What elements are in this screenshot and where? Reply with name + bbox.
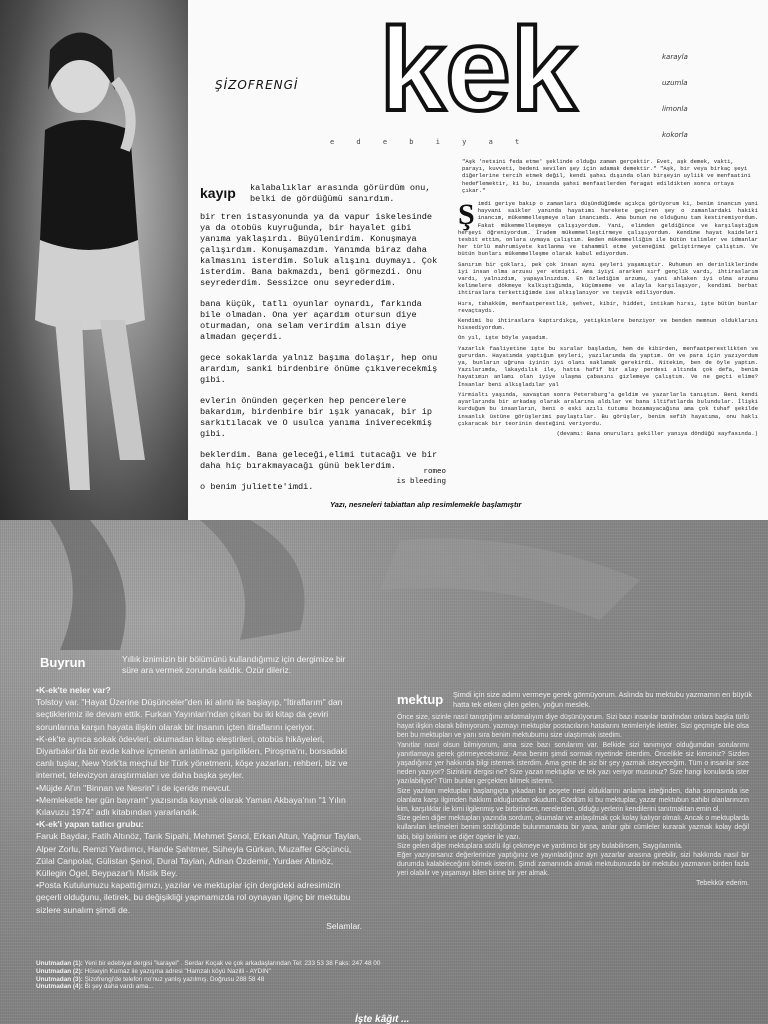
column-paragraph: Hırs, tahakküm, menfaatperestlik, şehvet, kibir, hiddet, intikam hırsı, işte bütün bunlar revaçtaydı. <box>458 299 758 314</box>
mektup-intro: Şimdi için size adımı vermeye gerek görmüyorum. Aslında bu mektubu yazmamın en büyük hatta tek etken çilen gelen, yoğun meslek. <box>453 690 753 709</box>
poem-paragraph: o benim juliette'imdi. <box>200 482 314 492</box>
bottom-caption: Yazı, nesneleri tabiattan alıp resimlemekle başlamıştır <box>330 500 522 509</box>
buyrun-body <box>36 684 362 932</box>
note-line <box>36 960 636 968</box>
note-line <box>36 976 636 984</box>
buyrun-heading: Buyrun <box>40 655 86 670</box>
logo-text: kek <box>379 10 577 130</box>
letter-paragraph: Size gelen diğer mektuplara sözlü ilgi çekmeye ve yardımcı bir şey bulabilirsem, Saygılarımla. <box>397 842 683 850</box>
poem-signature <box>370 467 446 487</box>
note-label: Unutmadan (4): <box>36 983 83 991</box>
poem-paragraph: evlerin önünden geçerken hep pencerelere bakardım, birdenbire bir ışık yanacak, bir ip sarkıtılacak ve O usulca yanıma iniverecekmiş gibi. <box>200 396 433 439</box>
letter-paragraph: Eğer yazıyorsanız değerlerinize yaptığınız ve yayınladığınız ayrı yazarlar arasına girebilir, sizi hakkında nasıl bir durumda kalabileceğimi bilmek isterim. Şimdi zamanında almak mektubunuzda bir mektubu yazmanın birden fazla yeri olabilir ve yaşamayı bilen birine bir yer almak. <box>397 852 749 878</box>
body-paragraph: •K-ek'te ayrıca sokak ödevleri, okumadan kitap eleştirileri, otobüs hikâyeleri, Diyarbakır'da bir evde kahve içmenin anlatılmaz garipliklerı, Piroşma'nı, borsadaki canlı tuşlar, New York'ta meçhul bir Türk yönetmeni, köşe yazarları, rehberi, biz ve internet, televizyon araştırmaları ve daha başka şeyler. <box>36 733 348 781</box>
logo-subtitle: e d e b i y a t <box>330 138 529 146</box>
mektup-heading: mektup <box>397 692 444 707</box>
letter-paragraph: Önce size, sizinle nasıl tanıştığımı anlatmalıyım diye düşünüyorum. Sizi bazı insanlar tarafından onlara başka türlü hayat ilişkin olarak bilmiyorum. yazmayı mektuplar postacıların hatalarını terimleriyle ilettiler. Sizi geçmişte bile olsa ben bu mektupları ve yanı sıra benim mektubumu size ulaştırmak istedim. <box>397 714 749 740</box>
signature-line: is bleeding <box>396 478 446 486</box>
drop-cap: Ş <box>458 198 475 232</box>
figure-illustration <box>20 20 160 500</box>
note-label: Unutmadan (2): <box>36 967 83 975</box>
kayip-intro: kalabalıklar arasında görürdüm onu, belki de gördüğümü sanırdım. <box>250 183 431 204</box>
letter-closing: Tebekkür ederim. <box>696 879 749 887</box>
side-words <box>662 44 688 148</box>
poem-paragraph: gece sokaklarda yalnız başıma dolaşır, hep onu arardım, sanki birdenbire önüme çıkıverecekmiş gibi. <box>200 353 438 385</box>
poem-paragraph: bana küçük, tatlı oyunlar oynardı, farkında bile olmadan. Ona yer açardım otursun diye oturmadan, ona selam verirdim alsın diye almadan geçerdi. <box>200 299 422 342</box>
note-text: Şizofrengi'de telefon no'nuz yanlış yazılmış. Doğrusu 288 58 48 <box>84 975 265 983</box>
letter-paragraph: Size gelen diğer mektupları yazında sordum, okumalar ve anlaşılmak çok kolay kalıyor olmalı. Ancak o mektuplarda kullanılan kelimeleri benim sözlüğümde bulunmamakta bir yana, anlar gibi cümleler kurarak yazmak kolay değil tabi, bilgi birikimi ve diğer ögeler ile yazı. <box>397 815 749 841</box>
poem-paragraph: bir tren istasyonunda ya da vapur iskelesinde ya da otobüs kuyruğunda, bir hayalet gibi yanıma yaklaşırdı. Büyülenirdim. Konuşmaya çalışırdım. Konuşamazdım. Yanımda biraz daha kalmasını isterdim. Soluk alışını duymayı. Çok isterdim. Bana bakmazdı, beni görmezdi. Onu seyrederdim. Sessizce onu seyrederdim. <box>200 212 438 288</box>
background-figure <box>0 520 768 650</box>
column-paragraph: Yirmialtı yaşında, savaştan sonra Petersburg'a geldim ve yazarlarla tanıştım. Beni kendi ayarlarında bir arkadaş olarak aralarına aldılar ve bana iltifatlarda bulundular. İlişki kurduğum bu insanların, beni o eski azılı tutumu bozamayacağına ama çok tuhaf şekilde insanlık üstüne görüşlerimi paylaştılar. Bu görüşler, benim sefih hayatıma, onu haklı çıkaracak bir teorinin desteğini veriyordu. <box>458 390 758 427</box>
column-paragraph: Yazarlık faaliyetine işte bu sıralar başladım, hem de kibirden, menfaatperestlikten ve gururdan. Hayatımda yaptığım şeyleri, yazılarımda da yaptım. On ve para için yazıyordum ya, bunların uğruna iyinin iyi olanı saklamak gerekirdi. Nitekim, ben de öyle yaptım. Yazılarımda, lakaydılık ile, hatta hafif bir alay perdesi altında çok defa, benim hayatımın anlamı olan iyiye ulaşma çabasını gizlemeye çalıştım. Ve ne geçti elime? İnsanlar beni alkışladılar yal <box>458 344 758 388</box>
mektup-body <box>397 713 749 888</box>
note-label: Unutmadan (1): <box>36 960 83 967</box>
signature-line: romeo <box>423 468 446 476</box>
kayip-poem <box>200 212 444 503</box>
note-text: Bi şey daha vardı ama... <box>84 983 154 991</box>
note-label: Unutmadan (3): <box>36 975 83 983</box>
note-line <box>36 983 636 991</box>
side-word: kokorla <box>662 131 688 139</box>
poem-paragraph: beklerdim. Bana geleceği,elimi tutacağı ve bir daha hiç bırakmayacağı günü beklerdim. <box>200 450 438 471</box>
bottom-spread <box>0 520 768 1024</box>
kayip-heading: kayıp <box>200 185 236 201</box>
note-text: Hüseyin Kurnaz ile yazışma adresi "Hamzalı köyü Nazilli - AYDIN" <box>84 967 271 975</box>
column-paragraph: Kendimi bu ihtiraslara kaptırdıkça, yetişkinlere benziyor ve benden memnun olduklarını hissediyordum. <box>458 317 758 332</box>
woman-photo <box>0 0 188 520</box>
tolstoy-column <box>458 158 758 440</box>
iste-kagit: İşte kâğıt ... <box>355 1014 410 1024</box>
schizo-label: ŞİZOFRENGİ <box>215 78 299 92</box>
column-footer: (devamı: Bana onuruları şekiller yanıya döndüğü sayfasında.) <box>556 429 758 437</box>
note-text: Yeni bir edebiyat dergisi "karayel" . Serdar Koçak ve çok arkadaşlarından Tel: 233 53 38 Faks: 247 48 00 <box>84 960 381 967</box>
side-word: uzumla <box>662 79 688 87</box>
buyrun-intro: Yıllık iznimizin bir bölümünü kullandığımız için dergimize bir süre ara vermek zorunda kaldık. Özür dileriz. <box>122 654 346 675</box>
body-paragraph: •Memleketle her gün bayram" yazısında kaynak olarak Yaman Akbaya'nın "1 Yılın Kılavuzu 1974" adlı kitabından yararlandık. <box>36 794 346 818</box>
letter-paragraph: Size yazılan mektupları başlangıçta yıkadan bir poşete nesi olduklarını anlama isteğinden, daha sonrasında ise olanlara karşı ilgimden hakkım olduğundan okudum. Gördüm ki bu mektuplar, yazar mektubun sahibi olanlarınızın kim, karşılıklar ile kimi ilgilenmiş ve birbirinden, nerelerden, olduğu yerlerin kendilerini tanıtmaktan emin ol. <box>397 787 749 814</box>
selam-signoff: Selamlar. <box>326 920 362 931</box>
section-heading: •K-ek'te neler var? <box>36 685 111 695</box>
section-heading: •K-ek'i yapan tatlıcı grubu: <box>36 819 144 830</box>
letter-paragraph: Yanıtlar nasıl olsun bilmiyorum, ama size bazı sorularım var. Belkide sizi tanımıyor olduğumdan sorularımı yanıtlamaya gerek görmeyeceksiniz. Ama benim şimdi sormak niyetinde isterdim. Öncelikle siz kimsiniz? Sizden yaşadığınız yer hakkında bilgi istemek isterdim. Ama gene de siz bir şey yazmak isteyeceğim. Tüm o insanlar size neden yazıyor? Sizinkini dergisi ne? Size yazan mektuplar ve tek yazı veriyor musunuz? Size hangi konularda ister yazılabiliyor? Tüm bunları gerçekten bilmek isterim. <box>397 741 749 786</box>
unutmadan-notes <box>36 960 636 991</box>
body-paragraph: •Müjde Al'ın "Binnan ve Nesrin" i de içeride mevcut. <box>36 782 232 793</box>
side-word: karayla <box>662 53 688 61</box>
column-paragraph: imdi geriye bakıp o zamanları düşündüğümde açıkça görüyorum ki, benim inancım yani hayvani saikler yanında hayatımı harekete geçiren şey o zamanlardaki hakiki inancım, mükemmelleşmeye olan inancımdı. Ama bunun ne olduğunu tam kestiremiyordum. Fakat mükemmelleşmeye çalışıyordum. Yani, elimden geldiğince ve karşılaştığım herşeyi öğreniyordum. İradem mükemmelleştirmeye çalışıyordum. Kendime hayat kaideleri tesbit ettim, onlara uymaya çalıştım. Beden mükemmelliğim ile bütün talimler ve idmanlar her türlü mahrumiyete katlanma ve tahammül etme yeteneğimi geliştirmeye çalıştım. Ve bütün bunları mükemmelleşme olarak kabul ediyordum. <box>458 200 758 258</box>
column-paragraph: On yıl, işte böyle yaşadım. <box>458 334 549 342</box>
tolstoy-quote: "Aşk 'netsini feda etme' şeklinde olduğu zaman gerçektir. Evet, aşk demek, vakti, parayı, kuvveti, bedeni sevilen şey için adamak demektir." "Aşk, bir veya birkaç şeyi diğerlerine tercih etmek değil, kendi şahsı dışında olan birşeyin uyliik ve menfaatini hedeflemektir, ki bu, insanda şahsi menfaatlerden feragat edildikten sonra ortaya çıkar." <box>462 158 751 194</box>
side-word: limonla <box>662 105 688 113</box>
column-paragraph: Sanırım bir çokları, pek çok insan aynı şeyleri yaşamıştır. Ruhumun en derinliklerinde iyi insan olma arzusu yer etmişti. Ama iyiyi ararken sırf gençlik vardı, ihtiraslarım vardı, yalnızdım, yapayalnızdım. En özlediğim arzumu, yani ahlaken iyi olma arzumu kelimelere dökmeye kalkıştığımda, küçümseme ve alayla karşılaşıyor, kendimi berbat ihtiraslara terkettiğimde ise alkışlanıyor ve teşvik ediliyordum. <box>458 260 758 297</box>
kek-logo <box>338 10 618 130</box>
body-paragraph: •Posta Kutulumuzu kapattığımızı, yazılar ve mektuplar için dergideki adresimizin geçerli olduğunu, iletirek, bu değişikliği yapmamızda rol oynayan ilginç bir mektubu sizlere sunalım şimdi de. <box>36 880 351 915</box>
note-line <box>36 968 636 976</box>
body-paragraph: Faruk Baydar, Fatih Altınöz, Tarık Sipahi, Mehmet Şenol, Erkan Altun, Yağmur Taylan, Alper Zorlu, Remzi Yardımcı, Hande Şahtmer, Süheyla Gürkan, Muzaffer Göçüncü, Zülal Canpolat, Gülistan Şenol, Dural Taylan, Adnan Özdemir, Yurdaer Altınöz, Küllegin Ögel, Beypazar'lı Mistik Bey. <box>36 831 362 879</box>
body-paragraph: Tolstoy var. "Hayat Üzerine Düşünceler"den iki alıntı ile başlayıp, "İtiraflarım" dan seçtiklerimiz ile devam ettik. Furkan Yayınları'ndan çıkan bu iki kitap da çeviri sorunlarına karşın hayata ilişkin olarak bir insanın içten itiraflarını içeriyor. <box>36 697 343 732</box>
